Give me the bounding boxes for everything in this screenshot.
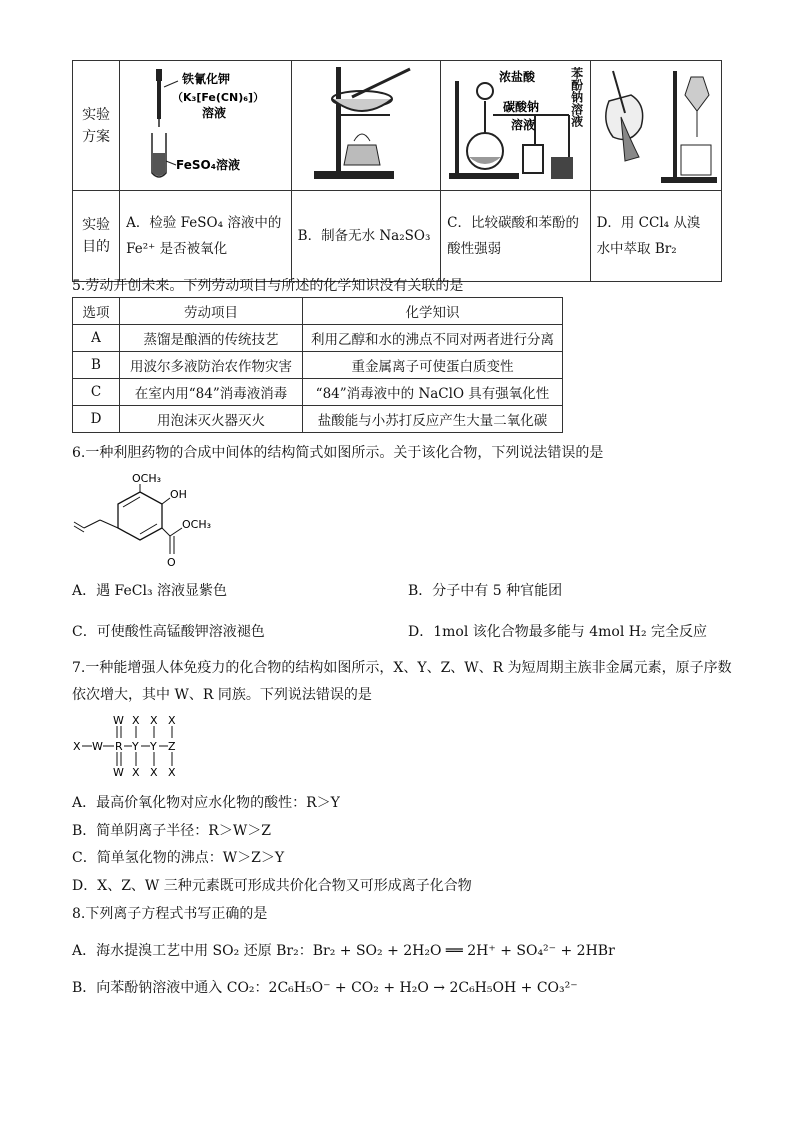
reagent-formula: （K₃[Fe(CN)₆]） [172, 91, 265, 104]
q6-option-c: C．可使酸性高锰酸钾溶液褪色 [72, 624, 265, 640]
na2co3-label: 碳酸钠 [503, 100, 540, 114]
svg-text:X: X [132, 714, 140, 727]
evaporating-dish-illustration [292, 61, 440, 186]
q8-option-b: B．向苯酚钠溶液中通入 CO₂：2C₆H₅O⁻ + CO₂ + H₂O → 2C₆H₅OH + CO₃²⁻ [72, 980, 578, 996]
row-c-knowledge: “84”消毒液中的 NaClO 具有强氧化性 [303, 379, 563, 406]
svg-text:X: X [132, 766, 140, 779]
table-row [73, 406, 563, 433]
reagent-solution-label: 溶液 [202, 106, 227, 120]
row-b-option: B [73, 352, 120, 379]
purpose-c: C．比较碳酸和苯酚的 酸性强弱 [441, 191, 590, 282]
svg-text:Z: Z [168, 740, 176, 753]
row-b-labor: 用波尔多液防治农作物灾害 [120, 352, 303, 379]
row-a-option: A [73, 325, 120, 352]
row-b-knowledge: 重金属离子可使蛋白质变性 [303, 352, 563, 379]
svg-text:Y: Y [150, 740, 157, 753]
carbonyl-o-label: O [167, 556, 176, 569]
dropper-tube-illustration [120, 61, 290, 186]
q6-structure [70, 470, 230, 570]
q7-stem-line1: 7.一种能增强人体免疫力的化合物的结构如图所示，X、Y、Z、W、R 为短周期主族非金属元素，原子序数 [72, 660, 732, 676]
row-d-labor: 用泡沫灭火器灭火 [120, 406, 303, 433]
feso4-label: FeSO₄溶液 [176, 158, 241, 172]
image-c [441, 61, 590, 191]
q7-option-a: A．最高价氧化物对应水化物的酸性：R＞Y [72, 795, 340, 811]
na2co3-solution-label: 溶液 [511, 118, 536, 132]
q6-stem: 6.一种利胆药物的合成中间体的结构简式如图所示。关于该化合物，下列说法错误的是 [72, 445, 604, 461]
header-labor: 劳动项目 [120, 298, 303, 325]
row-a-labor: 蒸馏是酿酒的传统技艺 [120, 325, 303, 352]
row-a-knowledge: 利用乙醇和水的沸点不同对两者进行分离 [303, 325, 563, 352]
svg-text:X: X [150, 766, 158, 779]
svg-text:R: R [115, 740, 123, 753]
row-c-labor: 在室内用“84”消毒液消毒 [120, 379, 303, 406]
row-d-option: D [73, 406, 120, 433]
och3-label: OCH₃ [132, 472, 162, 485]
labor-table [72, 297, 563, 433]
purpose-d: D．用 CCl₄ 从溴 水中萃取 Br₂ [590, 191, 721, 282]
ester-och3-label: OCH₃ [182, 518, 212, 531]
purpose-header: 实验 目的 [73, 191, 120, 282]
row-d-knowledge: 盐酸能与小苏打反应产生大量二氧化碳 [303, 406, 563, 433]
row-c-option: C [73, 379, 120, 406]
q8-option-a: A．海水提溴工艺中用 SO₂ 还原 Br₂：Br₂ + SO₂ + 2H₂O ══ 2H⁺ + SO₄²⁻ + 2HBr [72, 943, 615, 959]
oh-label: OH [170, 488, 187, 501]
q7-option-b: B．简单阴离子半径：R＞W＞Z [72, 823, 271, 839]
svg-text:W: W [92, 740, 103, 753]
svg-text:X: X [73, 740, 81, 753]
header-knowledge: 化学知识 [303, 298, 563, 325]
table-row [73, 379, 563, 406]
q6-option-b: B．分子中有 5 种官能团 [408, 583, 563, 599]
image-d [590, 61, 721, 191]
separatory-funnel-illustration [591, 61, 721, 186]
image-a [120, 61, 292, 191]
acid-comparison-apparatus [441, 61, 589, 186]
q6-option-a: A．遇 FeCl₃ 溶液显紫色 [72, 583, 228, 599]
q7-structure [70, 712, 190, 782]
svg-text:Y: Y [132, 740, 139, 753]
q5-stem: 5.劳动开创未来。下列劳动项目与所述的化学知识没有关联的是 [72, 278, 464, 294]
table-row [73, 352, 563, 379]
table-row [73, 325, 563, 352]
svg-text:W: W [113, 766, 124, 779]
q7-stem-line2: 依次增大，其中 W、R 同族。下列说法错误的是 [72, 687, 372, 703]
scheme-header: 实验 方案 [73, 61, 120, 191]
reagent-label: 铁氰化钾 [182, 72, 231, 86]
phenolate-label: 苯酚钠溶液 [569, 67, 584, 127]
svg-text:X: X [168, 766, 176, 779]
svg-text:X: X [168, 714, 176, 727]
purpose-a: A．检验 FeSO₄ 溶液中的 Fe²⁺ 是否被氧化 [120, 191, 292, 282]
image-b [291, 61, 440, 191]
svg-text:X: X [150, 714, 158, 727]
svg-text:W: W [113, 714, 124, 727]
header-option: 选项 [73, 298, 120, 325]
q8-stem: 8.下列离子方程式书写正确的是 [72, 906, 268, 922]
q7-option-d: D．X、Z、W 三种元素既可形成共价化合物又可形成离子化合物 [72, 878, 472, 894]
q7-option-c: C．简单氢化物的沸点：W＞Z＞Y [72, 850, 285, 866]
purpose-b: B．制备无水 Na₂SO₃ [291, 191, 440, 282]
q6-option-d: D．1mol 该化合物最多能与 4mol H₂ 完全反应 [408, 624, 708, 640]
experiment-table [72, 60, 722, 282]
hcl-label: 浓盐酸 [499, 70, 536, 84]
